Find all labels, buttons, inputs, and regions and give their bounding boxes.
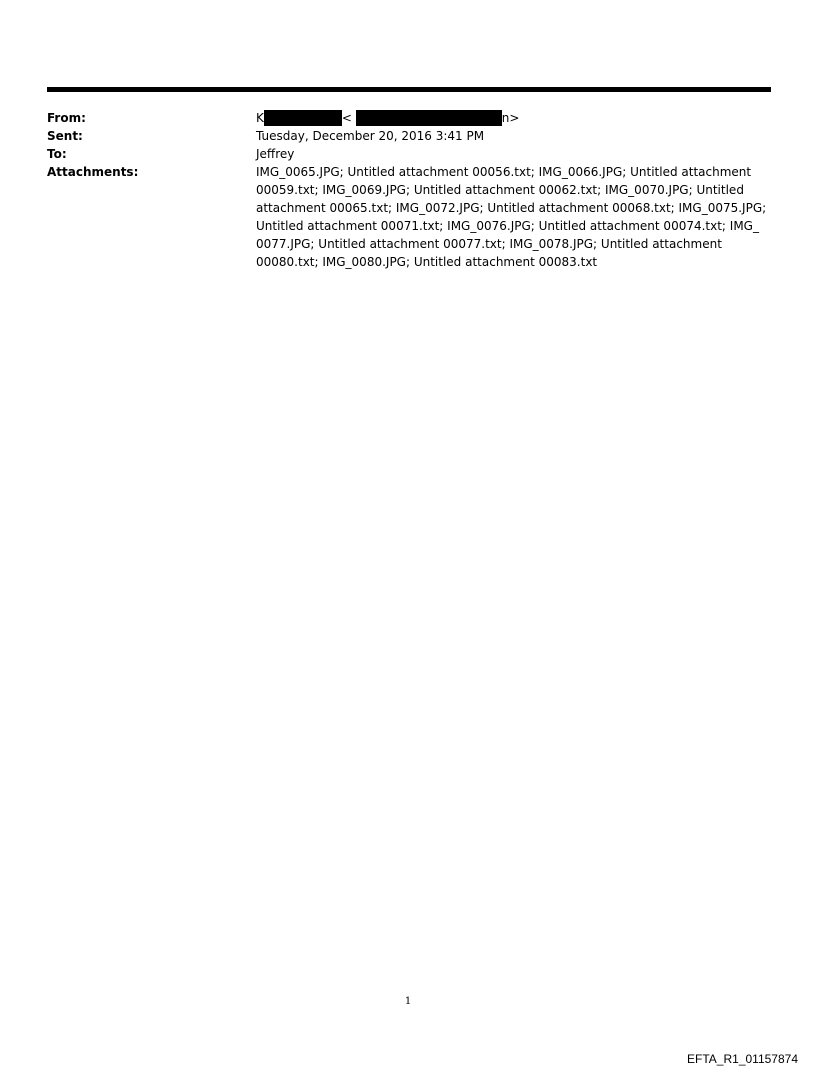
- attachments-value: [256, 163, 771, 271]
- sent-row: [47, 127, 771, 145]
- attachments-line: 00080.txt; IMG_0080.JPG; Untitled attachment 00083.txt: [256, 255, 598, 269]
- document-id: EFTA_R1_01157874: [687, 1052, 798, 1066]
- email-header: [47, 109, 771, 271]
- redaction-block-name: [264, 110, 342, 126]
- header-rule: [47, 87, 771, 92]
- from-label: From:: [47, 111, 86, 125]
- attachments-line: attachment 00065.txt; IMG_0072.JPG; Untitled attachment 00068.txt; IMG_0075.JPG;: [256, 201, 767, 215]
- attachments-line: IMG_0065.JPG; Untitled attachment 00056.txt; IMG_0066.JPG; Untitled attachment: [256, 165, 752, 179]
- attachments-line: Untitled attachment 00071.txt; IMG_0076.JPG; Untitled attachment 00074.txt; IMG_: [256, 219, 759, 233]
- attachments-row: [47, 163, 771, 271]
- attachments-label: Attachments:: [47, 165, 139, 179]
- from-value: [256, 109, 771, 127]
- sent-label: Sent:: [47, 129, 83, 143]
- redaction-block-email: [356, 110, 502, 126]
- to-row: [47, 145, 771, 163]
- from-fragment-start: K: [256, 111, 264, 125]
- page-number: 1: [404, 996, 412, 1007]
- to-value: Jeffrey: [256, 147, 295, 161]
- attachments-line: 00059.txt; IMG_0069.JPG; Untitled attachment 00062.txt; IMG_0070.JPG; Untitled: [256, 183, 744, 197]
- attachments-line: 0077.JPG; Untitled attachment 00077.txt; IMG_0078.JPG; Untitled attachment: [256, 237, 722, 251]
- from-row: [47, 109, 771, 127]
- from-fragment-middle: <: [341, 111, 356, 125]
- to-label: To:: [47, 147, 67, 161]
- from-fragment-end: n>: [501, 111, 520, 125]
- sent-value: Tuesday, December 20, 2016 3:41 PM: [256, 129, 485, 143]
